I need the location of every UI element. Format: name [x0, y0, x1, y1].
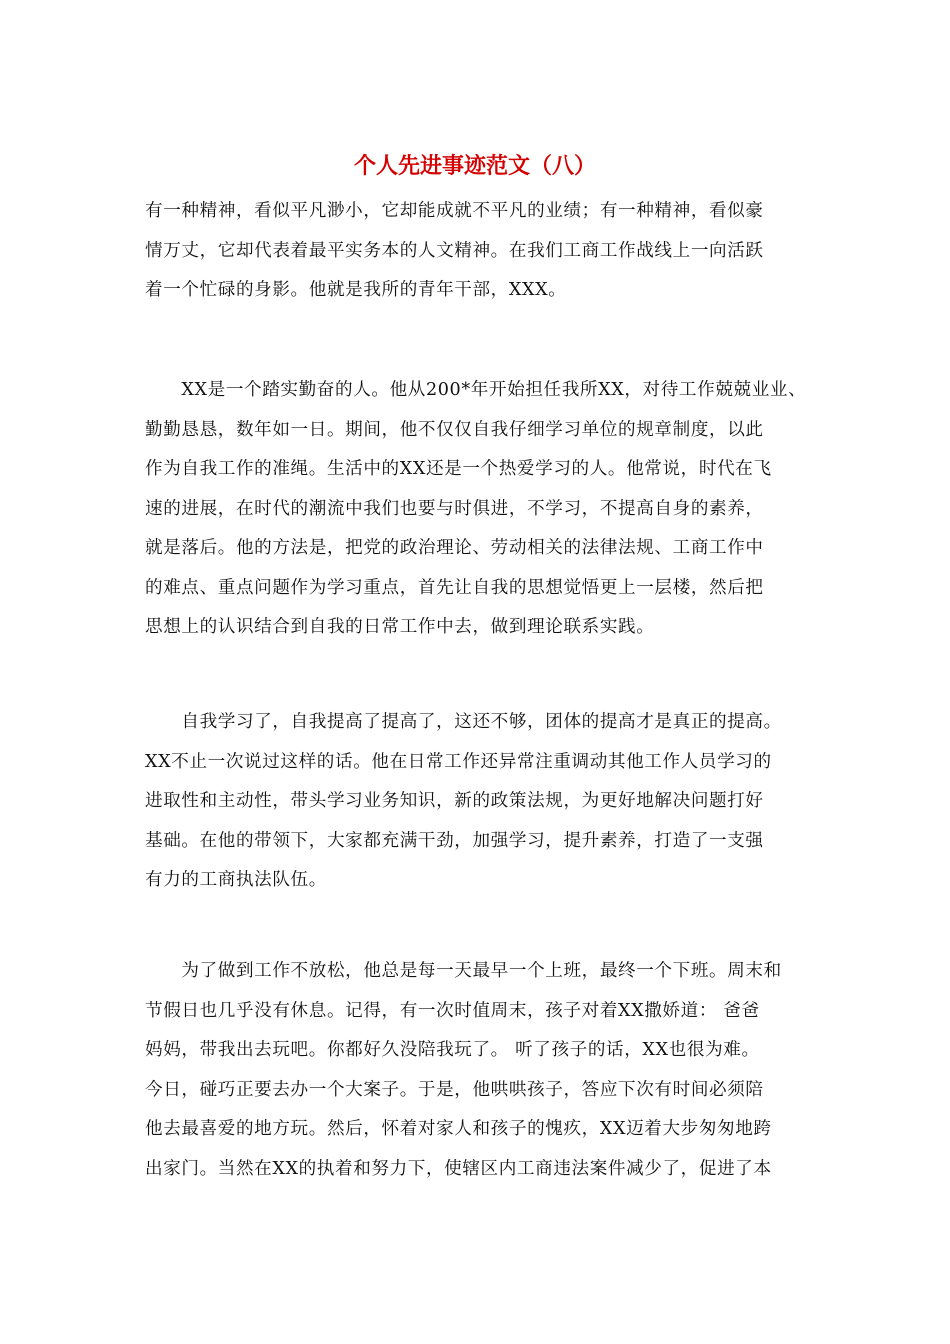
paragraph-line: 节假日也几乎没有休息。记得，有一次时值周末，孩子对着XX撒娇道： 爸爸	[145, 1000, 760, 1021]
paragraph-1	[145, 192, 811, 311]
paragraph-line: 着一个忙碌的身影。他就是我所的青年干部，XXX。	[145, 280, 567, 300]
paragraph-line: 今日，碰巧正要去办一个大案子。于是，他哄哄孩子，答应下次有时间必须陪	[145, 1079, 764, 1100]
paragraph-line: 思想上的认识结合到自我的日常工作中去，做到理论联系实践。	[145, 617, 655, 637]
paragraph-line: XX不止一次说过这样的话。他在日常工作还异常注重调动其他工作人员学习的	[145, 751, 772, 772]
paragraph-line: 作为自我工作的准绳。生活中的XX还是一个热爱学习的人。他常说，时代在飞	[145, 459, 772, 479]
paragraph-line: 的难点、重点问题作为学习重点，首先让自我的思想觉悟更上一层楼，然后把	[145, 577, 764, 598]
paragraph-line: 情万丈，它却代表着最平实务本的人文精神。在我们工商工作战线上一向活跃	[145, 240, 764, 261]
paragraph-line: 自我学习了，自我提高了提高了，这还不够，团体的提高才是真正的提高。	[145, 712, 782, 732]
paragraph-2	[145, 371, 811, 648]
paragraph-line: XX是一个踏实勤奋的人。他从200*年开始担任我所XX，对待工作兢兢业业、	[145, 380, 807, 400]
paragraph-line: 就是落后。他的方法是，把党的政治理论、劳动相关的法律法规、工商工作中	[145, 538, 764, 558]
document-title: 个人先进事迹范文（八）	[353, 153, 596, 179]
paragraph-line: 有力的工商执法队伍。	[145, 870, 327, 890]
paragraph-line: 速的进展，在时代的潮流中我们也要与时俱进，不学习，不提高自身的素养，	[145, 498, 764, 519]
paragraph-line: 勤勤恳恳，数年如一日。期间，他不仅仅自我仔细学习单位的规章制度，以此	[145, 419, 764, 440]
paragraph-line: 有一种精神，看似平凡渺小，它却能成就不平凡的业绩；有一种精神，看似豪	[145, 201, 764, 221]
paragraph-line: 出家门。当然在XX的执着和努力下，使辖区内工商违法案件减少了，促进了本	[145, 1158, 772, 1179]
paragraph-3	[145, 703, 811, 901]
paragraph-line: 为了做到工作不放松，他总是每一天最早一个上班，最终一个下班。周末和	[145, 961, 782, 981]
paragraph-line: 基础。在他的带领下，大家都充满干劲，加强学习，提升素养，打造了一支强	[145, 830, 764, 851]
paragraph-line: 他去最喜爱的地方玩。然后，怀着对家人和孩子的愧疚，XX迈着大步匆匆地跨	[145, 1119, 772, 1139]
paragraph-line: 进取性和主动性，带头学习业务知识，新的政策法规，为更好地解决问题打好	[145, 791, 764, 811]
paragraph-4	[145, 952, 811, 1189]
paragraph-line: 妈妈，带我出去玩吧。你都好久没陪我玩了。 听了孩子的话，XX也很为难。	[145, 1040, 760, 1060]
